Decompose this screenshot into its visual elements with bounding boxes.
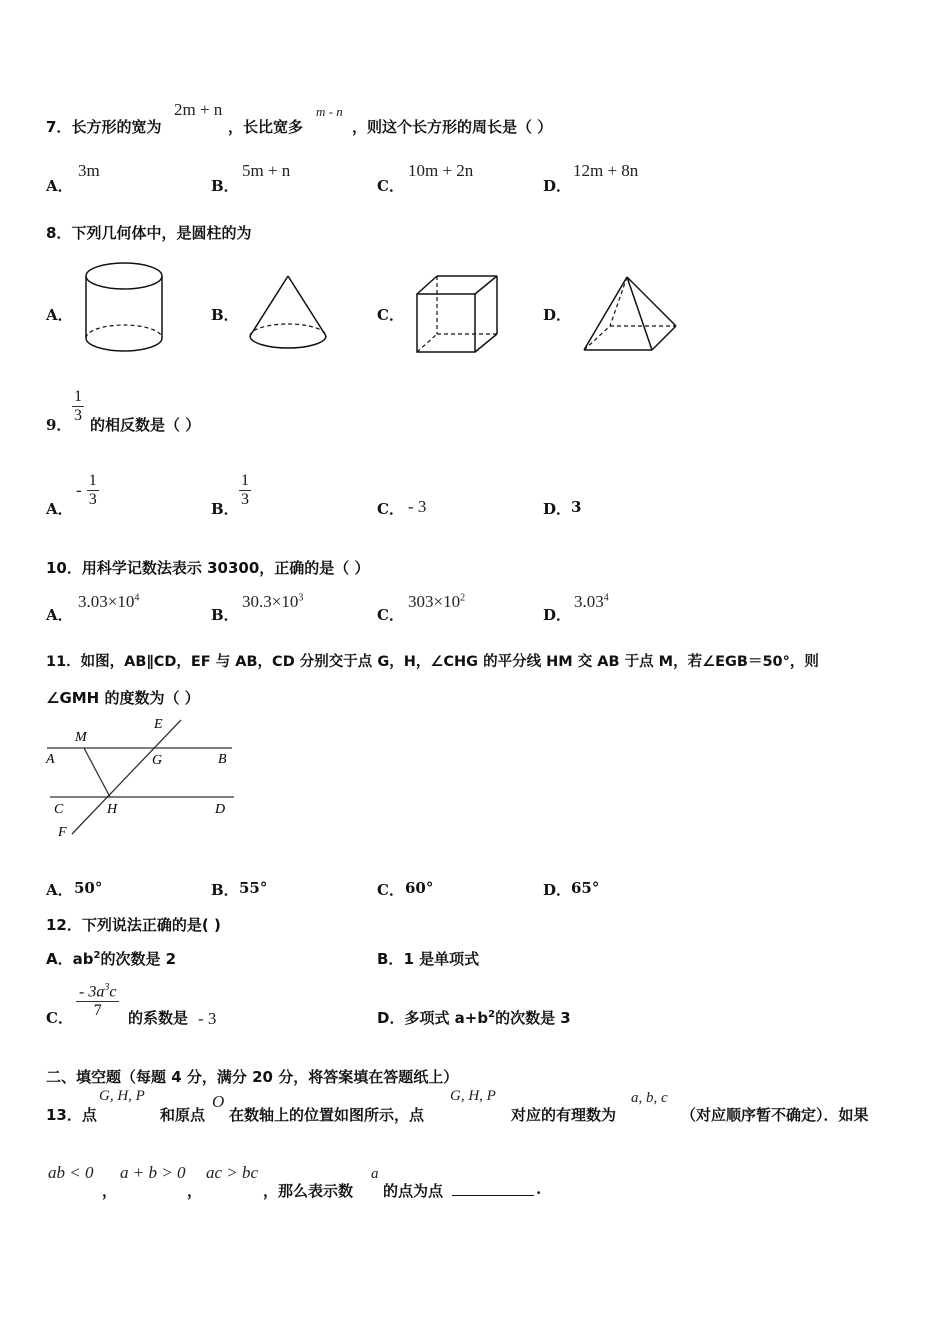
label-c: C: [54, 802, 64, 817]
q11-option-c-label: C．: [377, 881, 404, 899]
label-h: H: [107, 802, 118, 817]
q12-c-fraction: [76, 982, 119, 1020]
section-title: 二、填空题（每题 4 分，满分 20 分，将答案填在答题纸上）: [46, 1068, 459, 1086]
label-e: E: [154, 717, 163, 732]
q13-text-3: 对应的有理数为: [511, 1106, 617, 1124]
q12-d-exp: 2: [488, 1009, 496, 1020]
q10-b-exp: 3: [298, 592, 304, 604]
cone-figure: [248, 274, 332, 354]
q9-frac-den: 3: [74, 407, 82, 424]
cube-figure: [414, 274, 504, 356]
q11-line-2: ∠GMH 的度数为（ ）: [46, 689, 200, 707]
q11-option-b: 55°: [239, 879, 268, 897]
q13-sep-1: ，: [102, 1182, 118, 1200]
q11-option-a: 50°: [74, 879, 103, 897]
q9-fraction: [72, 388, 84, 425]
q10-b-base: 30.3×10: [242, 592, 299, 611]
q13-values: a, b, c: [631, 1090, 668, 1106]
q8-option-a-label: A．: [46, 306, 73, 324]
q7-math-width: 2m + n: [174, 100, 223, 119]
q9-option-c-label: C．: [377, 500, 404, 518]
q10-option-a-label: A．: [46, 606, 73, 624]
q10-option-b: [242, 592, 303, 612]
q9-option-a-label: A．: [46, 500, 73, 518]
q9-b-den: 3: [241, 491, 249, 508]
q10-option-c-label: C．: [377, 606, 404, 624]
answer-blank[interactable]: [452, 1181, 534, 1200]
q8-number: 8．: [46, 224, 72, 242]
q12-c-value: - 3: [198, 1009, 217, 1028]
q13-var-a: a: [371, 1166, 379, 1182]
q12-option-a: [46, 948, 176, 969]
q9-option-d-label: D．: [543, 500, 572, 518]
q12-option-c-label: C．: [46, 1009, 73, 1027]
q7-text-2: ，长比宽多: [228, 118, 304, 136]
q10-option-d-label: D．: [543, 606, 572, 624]
q11-option-a-label: A．: [46, 881, 73, 899]
q7-option-a-label: A．: [46, 177, 73, 195]
q13-text-4: （对应顺序暂不确定）．如果: [681, 1106, 869, 1124]
parallel-lines-figure: [44, 714, 244, 844]
q12-c-exp: 3: [104, 982, 110, 993]
q12-a-label: A．: [46, 950, 73, 968]
q11-option-d-label: D．: [543, 881, 572, 899]
q12-c-text: 的系数是: [128, 1009, 189, 1027]
q13-text-6: 的点为点: [383, 1182, 444, 1200]
q12-a-exp: 2: [93, 950, 101, 961]
q13-number: 13．点: [46, 1106, 97, 1124]
q7-text-3: ，则这个长方形的周长是（ ）: [352, 118, 553, 136]
q12-b-text: 1 是单项式: [403, 950, 480, 968]
q10-option-b-label: B．: [211, 606, 239, 624]
q9-b-num: 1: [241, 472, 249, 489]
label-f: F: [58, 825, 67, 840]
q9-text: 的相反数是（ ）: [90, 416, 201, 434]
q8-stem: [46, 222, 251, 243]
label-b: B: [218, 752, 227, 767]
q11-option-b-label: B．: [211, 881, 239, 899]
q12-b-label: B．: [377, 950, 404, 968]
q8-option-b-label: B．: [211, 306, 239, 324]
q13-origin: O: [212, 1092, 225, 1111]
q11-line-1: 11．如图，AB∥CD，EF 与 AB，CD 分别交于点 G，H，∠CHG 的平分线 HM 交 AB 于点 M，若∠EGB＝50°，则: [46, 654, 819, 670]
label-d: D: [215, 802, 226, 817]
q9-option-b: [239, 472, 251, 509]
q13-sep-2: ，: [187, 1182, 203, 1200]
label-m: M: [75, 730, 87, 745]
q7-option-b-label: B．: [211, 177, 239, 195]
q11-option-c: 60°: [405, 879, 434, 897]
q7-option-a: 3m: [78, 161, 100, 180]
q9-a-num: 1: [88, 472, 97, 489]
q9-a-sign: -: [76, 480, 82, 500]
q12-stem: 12．下列说法正确的是( ): [46, 916, 221, 934]
q12-c-num: - 3a: [79, 983, 105, 1001]
q7-option-d-label: D．: [543, 177, 572, 195]
q13-text-1: 和原点: [160, 1106, 206, 1124]
q10-number: 10．: [46, 559, 82, 577]
q13-cond-2: a + b > 0: [120, 1163, 186, 1182]
q7-option-b: 5m + n: [242, 161, 291, 180]
q10-option-c: [408, 592, 465, 612]
q7-text-1: 长方形的宽为: [71, 118, 162, 136]
q10-d-base: 3.03: [574, 592, 604, 611]
label-g: G: [152, 753, 163, 768]
q13-cond-1: ab < 0: [48, 1163, 94, 1182]
q12-option-b: [377, 948, 479, 969]
q12-c-num2: c: [109, 983, 117, 1001]
q10-a-exp: 4: [134, 592, 140, 604]
q12-a-term: ab: [72, 950, 94, 968]
q7-option-c-label: C．: [377, 177, 404, 195]
q13-text-5: ，那么表示数: [263, 1182, 354, 1200]
q10-text: 用科学记数法表示 30300，正确的是（ ）: [81, 559, 370, 577]
q11-option-d: 65°: [571, 879, 600, 897]
q10-c-exp: 2: [460, 592, 466, 604]
q13-points-1: G, H, P: [99, 1088, 145, 1104]
q9-option-b-label: B．: [211, 500, 239, 518]
q12-d-label: D．: [377, 1009, 405, 1027]
q12-d-term: 多项式 a+b: [404, 1009, 489, 1027]
q12-option-d: [377, 1007, 571, 1028]
q7-number: 7．: [46, 118, 72, 136]
pyramid-figure: [582, 274, 680, 356]
q7-stem: [46, 116, 161, 137]
q13-cond-3: ac > bc: [206, 1163, 259, 1182]
q10-option-a: [78, 592, 139, 612]
label-a: A: [46, 752, 55, 767]
q10-option-d: [574, 592, 609, 612]
q12-c-den: 7: [93, 1002, 102, 1020]
q8-option-c-label: C．: [377, 306, 404, 324]
q9-a-den: 3: [88, 491, 97, 508]
q9-option-a: [76, 472, 99, 509]
q9-option-d: 3: [571, 498, 582, 516]
q9-option-c: - 3: [408, 497, 427, 516]
q8-text: 下列几何体中，是圆柱的为: [71, 224, 252, 242]
q12-a-text: 的次数是 2: [100, 950, 177, 968]
q8-option-d-label: D．: [543, 306, 572, 324]
q9-number: 9．: [46, 416, 72, 434]
q7-option-d: 12m + 8n: [573, 161, 639, 180]
q10-stem: [46, 557, 370, 578]
q7-option-c: 10m + 2n: [408, 161, 474, 180]
q9-frac-num: 1: [74, 388, 82, 405]
q13-points-2: G, H, P: [450, 1088, 496, 1104]
q10-d-exp: 4: [603, 592, 609, 604]
q12-d-text: 的次数是 3: [495, 1009, 571, 1027]
q10-c-base: 303×10: [408, 592, 461, 611]
q10-a-base: 3.03×10: [78, 592, 135, 611]
q13-end: .: [536, 1180, 542, 1198]
cylinder-figure: [84, 260, 168, 354]
q7-math-diff: m - n: [316, 104, 343, 119]
q13-text-2: 在数轴上的位置如图所示，点: [229, 1106, 425, 1124]
